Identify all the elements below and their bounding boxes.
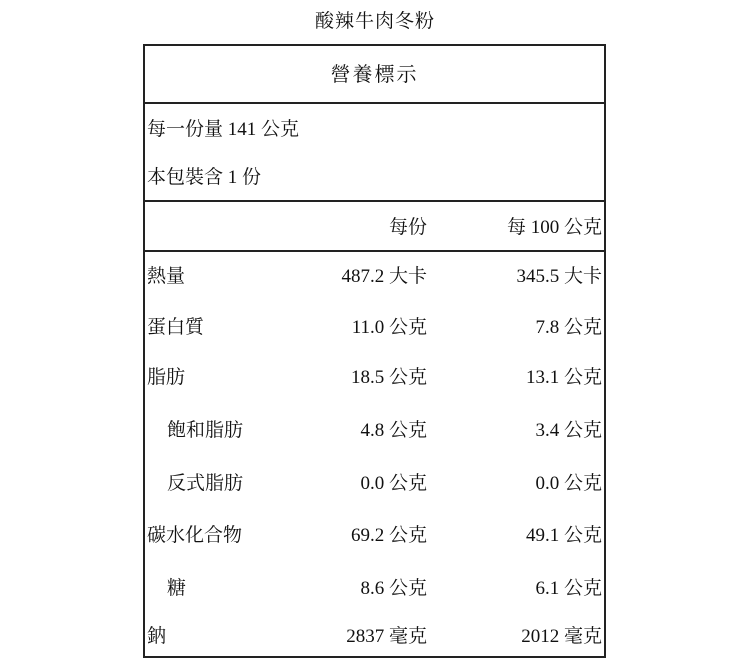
nutrient-per-100g: 7.8 公克 xyxy=(535,317,602,338)
nutrient-per-serving: 0.0 公克 xyxy=(360,473,427,494)
column-header-per-100g: 每 100 公克 xyxy=(506,217,602,238)
divider xyxy=(145,200,604,202)
nutrient-per-serving: 4.8 公克 xyxy=(360,420,427,441)
nutrient-per-serving: 487.2 大卡 xyxy=(341,266,427,287)
nutrient-per-100g: 0.0 公克 xyxy=(535,473,602,494)
nutrient-per-100g: 6.1 公克 xyxy=(535,578,602,599)
nutrient-name: 飽和脂肪 xyxy=(167,420,244,441)
nutrient-name: 鈉 xyxy=(147,626,167,647)
nutrient-per-100g: 2012 毫克 xyxy=(521,626,602,647)
nutrient-per-serving: 2837 毫克 xyxy=(346,626,427,647)
divider xyxy=(145,250,604,252)
nutrient-per-serving: 11.0 公克 xyxy=(351,317,427,338)
nutrient-per-100g: 13.1 公克 xyxy=(525,367,602,388)
nutrient-per-100g: 345.5 大卡 xyxy=(516,266,602,287)
nutrient-name: 熱量 xyxy=(147,266,186,287)
nutrient-per-serving: 69.2 公克 xyxy=(350,525,427,546)
nutrient-per-serving: 18.5 公克 xyxy=(350,367,427,388)
nutrient-per-100g: 3.4 公克 xyxy=(535,420,602,441)
column-header-per-serving: 每份 xyxy=(388,217,427,238)
serving-size: 每一份量 141 公克 xyxy=(147,119,300,140)
nutrient-per-100g: 49.1 公克 xyxy=(525,525,602,546)
label-title: 營養標示 xyxy=(330,64,419,86)
nutrient-name: 碳水化合物 xyxy=(147,525,243,546)
nutrition-label xyxy=(143,44,606,658)
nutrient-per-serving: 8.6 公克 xyxy=(360,578,427,599)
nutrient-name: 蛋白質 xyxy=(147,317,205,338)
nutrient-name: 脂肪 xyxy=(147,367,186,388)
nutrient-name: 反式脂肪 xyxy=(167,473,244,494)
nutrient-name: 糖 xyxy=(167,578,187,599)
product-name: 酸辣牛肉冬粉 xyxy=(314,11,435,32)
servings-per-package: 本包裝含 1 份 xyxy=(147,167,262,188)
divider xyxy=(145,102,604,104)
